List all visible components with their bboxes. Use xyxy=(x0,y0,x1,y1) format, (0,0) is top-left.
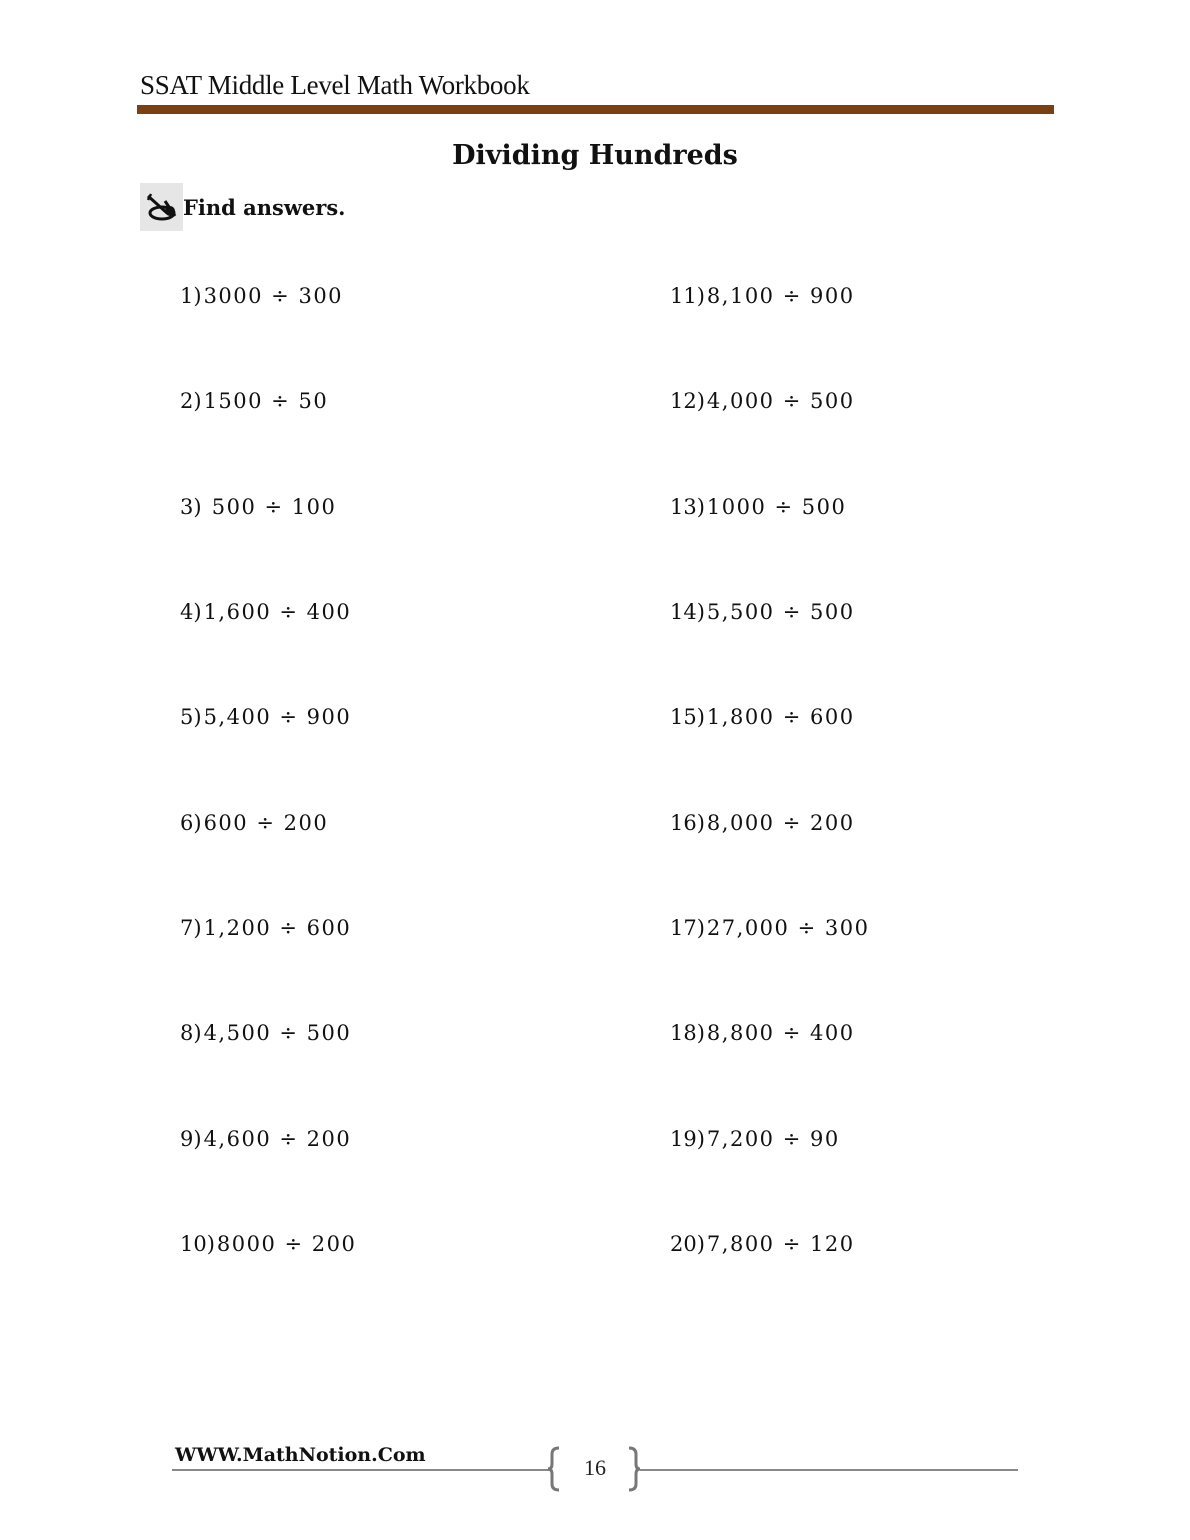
problem-expression: 4,000 ÷ 500 xyxy=(706,389,855,413)
problem-number: 4) xyxy=(180,600,202,624)
problem-number: 15) xyxy=(670,705,705,729)
problem-number: 10) xyxy=(180,1232,215,1256)
problem-item xyxy=(180,805,328,841)
problem-item xyxy=(670,1015,855,1051)
problem-item xyxy=(180,594,351,630)
problem-item xyxy=(180,383,328,419)
problem-expression: 4,600 ÷ 200 xyxy=(203,1127,352,1151)
problem-item xyxy=(670,489,846,525)
pencil-icon xyxy=(140,183,183,231)
problem-number: 5) xyxy=(180,705,202,729)
problem-expression: 5,500 ÷ 500 xyxy=(706,600,855,624)
problem-number: 13) xyxy=(670,495,705,519)
footer-website: WWW.MathNotion.Com xyxy=(175,1444,426,1466)
problem-item xyxy=(670,1121,840,1157)
problem-number: 14) xyxy=(670,600,705,624)
problem-number: 11) xyxy=(670,284,705,308)
footer-divider-left xyxy=(172,1469,550,1471)
problem-item xyxy=(180,699,351,735)
problem-item xyxy=(180,910,351,946)
problem-number: 9) xyxy=(180,1127,202,1151)
problem-expression: 8,100 ÷ 900 xyxy=(706,284,855,308)
problem-item xyxy=(670,805,855,841)
problem-number: 7) xyxy=(180,916,202,940)
problem-expression: 1,600 ÷ 400 xyxy=(203,600,352,624)
page-number: 16 xyxy=(584,1455,606,1480)
problem-number: 17) xyxy=(670,916,705,940)
problem-number: 16) xyxy=(670,811,705,835)
problem-number: 18) xyxy=(670,1021,705,1045)
problem-expression: 4,500 ÷ 500 xyxy=(203,1021,352,1045)
problem-number: 2) xyxy=(180,389,202,413)
problem-expression: 8,000 ÷ 200 xyxy=(706,811,855,835)
instruction-text: Find answers. xyxy=(183,194,346,220)
problem-item xyxy=(670,594,855,630)
problem-expression: 1,200 ÷ 600 xyxy=(203,916,352,940)
problem-item xyxy=(180,278,343,314)
problem-expression: 7,800 ÷ 120 xyxy=(706,1232,855,1256)
problem-number: 8) xyxy=(180,1021,202,1045)
problem-expression: 8000 ÷ 200 xyxy=(216,1232,357,1256)
problem-expression: 27,000 ÷ 300 xyxy=(706,916,870,940)
problem-item xyxy=(670,383,855,419)
page-title: Dividing Hundreds xyxy=(452,140,738,171)
problem-expression: 600 ÷ 200 xyxy=(203,811,329,835)
left-bracket-icon xyxy=(546,1446,562,1492)
problem-expression: 7,200 ÷ 90 xyxy=(706,1127,840,1151)
problem-expression: 1500 ÷ 50 xyxy=(203,389,329,413)
problem-number: 3) xyxy=(180,495,202,519)
problem-expression: 5,400 ÷ 900 xyxy=(203,705,352,729)
problem-number: 19) xyxy=(670,1127,705,1151)
header-divider xyxy=(137,105,1054,114)
problem-expression: 3000 ÷ 300 xyxy=(203,284,344,308)
header-title: SSAT Middle Level Math Workbook xyxy=(140,70,530,100)
right-bracket-icon xyxy=(626,1446,642,1492)
problem-expression: 1000 ÷ 500 xyxy=(706,495,847,519)
problem-item xyxy=(180,1121,351,1157)
problem-item xyxy=(180,489,336,525)
problem-number: 12) xyxy=(670,389,705,413)
footer-divider-right xyxy=(640,1469,1018,1471)
instruction xyxy=(140,183,345,231)
problem-number: 20) xyxy=(670,1232,705,1256)
problem-item xyxy=(180,1226,356,1262)
problem-expression: 8,800 ÷ 400 xyxy=(706,1021,855,1045)
problem-item xyxy=(670,278,855,314)
problem-number: 6) xyxy=(180,811,202,835)
problem-item xyxy=(670,910,869,946)
problem-item xyxy=(670,699,855,735)
problem-expression: 500 ÷ 100 xyxy=(203,495,337,519)
problem-expression: 1,800 ÷ 600 xyxy=(706,705,855,729)
problem-item xyxy=(180,1015,351,1051)
problem-number: 1) xyxy=(180,284,202,308)
problem-item xyxy=(670,1226,855,1262)
